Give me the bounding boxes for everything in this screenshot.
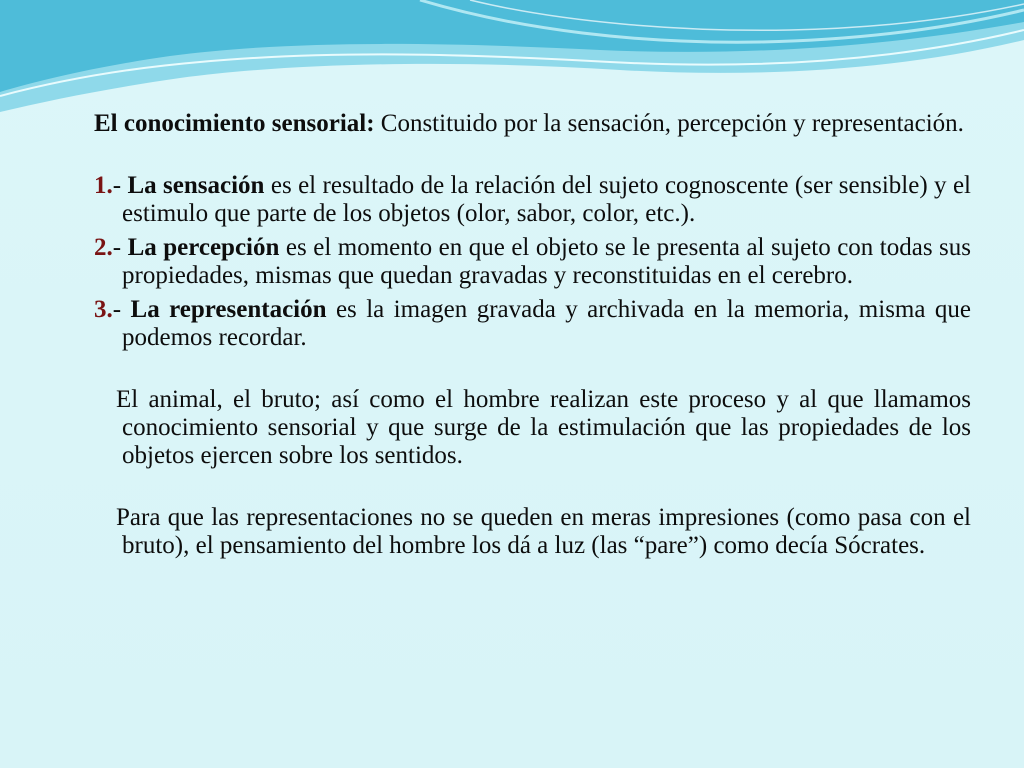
spacer (94, 138, 971, 172)
item-number: 3. (94, 296, 113, 323)
item-number: 1. (94, 172, 113, 199)
intro-paragraph (94, 110, 971, 138)
wave-decoration (0, 0, 1024, 120)
spacer (94, 352, 971, 386)
animal-paragraph: El animal, el bruto; así como el hombre realizan este proceso y al que llamamos conocimiento sensorial y que surge de la estimulación que las propiedades de los objetos ejercen sobre los sentidos. (116, 386, 971, 469)
item-representacion (94, 296, 971, 352)
item-term: La percepción (127, 234, 280, 261)
item-term: La representación (130, 296, 327, 323)
item-term: La sensación (127, 172, 265, 199)
item-separator: - (112, 234, 128, 261)
socrates-paragraph: Para que las representaciones no se queden en meras impresiones (como pasa con el bruto), el pensamiento del hombre los dá a luz (las “pare”) como decía Sócrates. (116, 504, 971, 559)
item-number: 2. (94, 234, 113, 261)
item-text: es la imagen gravada y archivada en la memoria, misma que podemos recordar. (122, 296, 971, 351)
item-separator: - (112, 172, 128, 199)
intro-term: El conocimiento sensorial: (94, 110, 375, 137)
spacer (94, 470, 971, 504)
item-text: es el momento en que el objeto se le presenta al sujeto con todas sus propiedades, mismas que quedan gravadas y reconstituidas en el cerebro. (122, 234, 971, 289)
item-sensacion (94, 172, 971, 228)
item-separator: - (112, 296, 131, 323)
item-text: es el resultado de la relación del sujeto cognoscente (ser sensible) y el estimulo que parte de los objetos (olor, sabor, color, etc.). (122, 172, 971, 227)
slide-content (94, 110, 971, 560)
item-percepcion (94, 234, 971, 290)
intro-text: Constituido por la sensación, percepción y representación. (374, 110, 964, 137)
